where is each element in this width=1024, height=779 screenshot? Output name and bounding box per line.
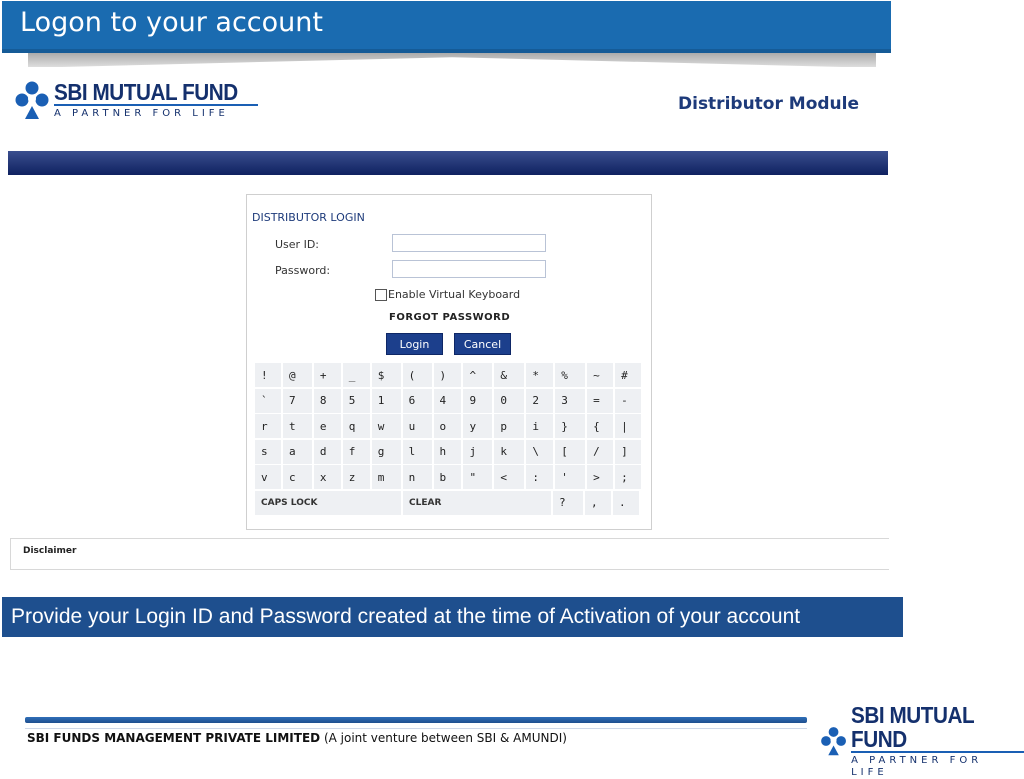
keyboard-key[interactable]: ? [553, 491, 583, 515]
module-title: Distributor Module [678, 94, 859, 114]
keyboard-key[interactable]: b [434, 465, 462, 489]
keyboard-key[interactable]: : [526, 465, 553, 489]
keyboard-key[interactable]: > [587, 465, 613, 489]
keyboard-key[interactable]: % [555, 363, 585, 387]
keyboard-key[interactable]: e [314, 414, 341, 438]
sbi-logo [14, 80, 258, 120]
keyboard-key[interactable]: f [343, 440, 370, 464]
keyboard-key[interactable]: ! [255, 363, 281, 387]
keyboard-key[interactable]: 7 [283, 389, 312, 413]
brand-name: SBI MUTUAL FUND [54, 79, 238, 105]
keyboard-key[interactable]: a [283, 440, 312, 464]
user-id-input[interactable] [392, 234, 546, 252]
footer-rule [25, 717, 807, 723]
keyboard-key[interactable]: 9 [463, 389, 492, 413]
keyboard-key[interactable]: # [615, 363, 641, 387]
disclaimer-section [10, 538, 889, 570]
keyboard-key[interactable]: } [555, 414, 585, 438]
forgot-password-link[interactable]: FORGOT PASSWORD [389, 312, 511, 323]
keyboard-key[interactable]: 4 [434, 389, 462, 413]
password-input[interactable] [392, 260, 546, 278]
instruction-caption [2, 597, 903, 637]
cancel-button[interactable]: Cancel [454, 333, 511, 355]
keyboard-key[interactable]: p [494, 414, 524, 438]
keyboard-key[interactable]: ` [255, 389, 281, 413]
keyboard-key[interactable]: , [585, 491, 611, 515]
keyboard-key[interactable]: n [403, 465, 432, 489]
virtual-keyboard-toggle[interactable] [375, 288, 520, 301]
keyboard-key[interactable]: r [255, 414, 281, 438]
keyboard-key[interactable]: = [587, 389, 613, 413]
footer-rule-thin [25, 728, 807, 729]
disclaimer-link[interactable]: Disclaimer [23, 546, 77, 556]
footer-keyhole-icon [820, 723, 847, 759]
keyboard-key[interactable]: s [255, 440, 281, 464]
virtual-keyboard [255, 363, 643, 516]
keyboard-row [255, 389, 643, 413]
keyboard-key[interactable]: \ [526, 440, 553, 464]
keyboard-key[interactable]: 3 [555, 389, 585, 413]
clear-key[interactable]: CLEAR [403, 491, 551, 515]
sbi-keyhole-icon [14, 80, 50, 120]
keyboard-key[interactable]: / [587, 440, 613, 464]
keyboard-key[interactable]: j [463, 440, 492, 464]
caption-text: Provide your Login ID and Password created at the time of Activation of your account [11, 605, 801, 628]
keyboard-key[interactable]: g [372, 440, 401, 464]
footer-brand-name: SBI MUTUAL FUND [851, 702, 974, 752]
login-heading: DISTRIBUTOR LOGIN [252, 211, 365, 224]
keyboard-key[interactable]: ^ [463, 363, 492, 387]
footer-text [27, 731, 567, 745]
keyboard-key[interactable]: m [372, 465, 401, 489]
keyboard-key[interactable]: u [403, 414, 432, 438]
keyboard-key[interactable]: 8 [314, 389, 341, 413]
keyboard-key[interactable]: ; [615, 465, 641, 489]
login-panel [246, 194, 652, 530]
keyboard-key[interactable]: z [343, 465, 370, 489]
keyboard-key[interactable]: c [283, 465, 312, 489]
keyboard-row [255, 440, 643, 464]
keyboard-key[interactable]: v [255, 465, 281, 489]
keyboard-row [255, 465, 643, 489]
keyboard-row [255, 491, 643, 515]
keyboard-key[interactable]: y [463, 414, 492, 438]
keyboard-key[interactable]: < [494, 465, 524, 489]
password-label: Password: [275, 264, 331, 277]
keyboard-key[interactable]: ' [555, 465, 585, 489]
keyboard-key[interactable]: 2 [526, 389, 553, 413]
keyboard-key[interactable]: q [343, 414, 370, 438]
keyboard-row [255, 414, 643, 438]
caps-lock-key[interactable]: CAPS LOCK [255, 491, 401, 515]
keyboard-row [255, 363, 643, 387]
login-button[interactable]: Login [386, 333, 443, 355]
keyboard-key[interactable]: 6 [403, 389, 432, 413]
keyboard-key[interactable]: * [526, 363, 553, 387]
keyboard-key[interactable]: ~ [587, 363, 613, 387]
title-divider [28, 53, 876, 67]
slide-title: Logon to your account [20, 7, 323, 38]
keyboard-key[interactable]: - [615, 389, 641, 413]
keyboard-key[interactable]: ( [403, 363, 432, 387]
keyboard-key[interactable]: " [463, 465, 492, 489]
footer-company: SBI FUNDS MANAGEMENT PRIVATE LIMITED [27, 731, 321, 745]
keyboard-key[interactable]: t [283, 414, 312, 438]
keyboard-key[interactable]: 1 [372, 389, 401, 413]
keyboard-key[interactable]: k [494, 440, 524, 464]
keyboard-key[interactable]: $ [372, 363, 401, 387]
keyboard-key[interactable]: + [314, 363, 341, 387]
keyboard-key[interactable]: i [526, 414, 553, 438]
user-id-label: User ID: [275, 238, 319, 251]
keyboard-key[interactable]: o [434, 414, 462, 438]
keyboard-key[interactable]: d [314, 440, 341, 464]
keyboard-key[interactable]: . [613, 491, 639, 515]
keyboard-key[interactable]: h [434, 440, 462, 464]
keyboard-key[interactable]: l [403, 440, 432, 464]
keyboard-key[interactable]: @ [283, 363, 312, 387]
keyboard-key[interactable]: _ [343, 363, 370, 387]
virtual-keyboard-label: Enable Virtual Keyboard [388, 288, 521, 301]
footer-brand-tagline: A PARTNER FOR LIFE [851, 751, 1024, 779]
keyboard-key[interactable]: w [372, 414, 401, 438]
slide-title-bar [2, 1, 891, 53]
footer-note: (A joint venture between SBI & AMUNDI) [323, 731, 567, 745]
keyboard-key[interactable]: x [314, 465, 341, 489]
keyboard-key[interactable]: ] [615, 440, 641, 464]
keyboard-key[interactable]: ) [434, 363, 462, 387]
keyboard-key[interactable]: | [615, 414, 641, 438]
keyboard-key[interactable]: 5 [343, 389, 370, 413]
keyboard-key[interactable]: [ [555, 440, 585, 464]
header-nav-band [8, 151, 888, 175]
brand-tagline: A PARTNER FOR LIFE [54, 104, 258, 120]
virtual-keyboard-checkbox[interactable] [375, 289, 387, 301]
keyboard-key[interactable]: & [494, 363, 524, 387]
keyboard-key[interactable]: 0 [494, 389, 524, 413]
keyboard-key[interactable]: { [587, 414, 613, 438]
